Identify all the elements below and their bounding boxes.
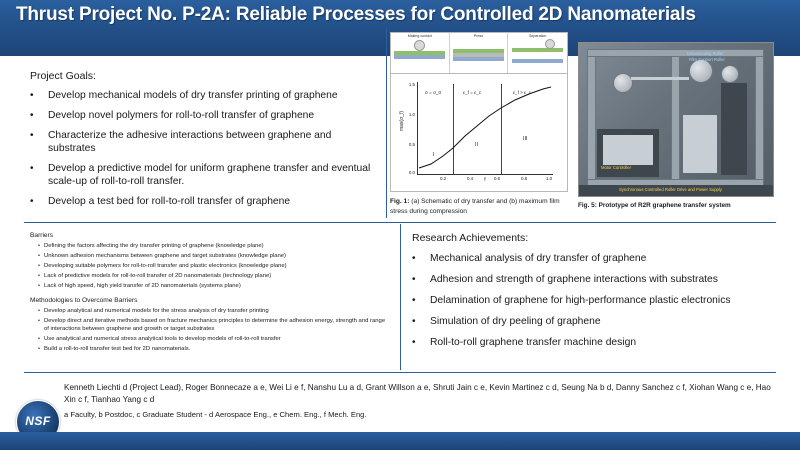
plot-region-label: II [475, 142, 479, 148]
project-goals-section [30, 70, 380, 215]
barriers-section [30, 232, 390, 355]
list-item [412, 273, 782, 286]
list-item [30, 109, 380, 122]
plot-curve [391, 74, 569, 192]
research-achievements-section [412, 232, 782, 357]
achievement-text: Simulation of dry peeling of graphene [430, 316, 601, 327]
plot-equation: ε_f > ε_c [513, 90, 532, 95]
goal-text: Develop mechanical models of dry transfer printing of graphene [48, 90, 338, 101]
plot-y-tick: 0.5 [408, 142, 415, 147]
list-item [30, 317, 390, 333]
figure-5 [578, 42, 774, 210]
list-item [412, 336, 782, 349]
plot-x-tick: 0.4 [466, 176, 474, 181]
figure-1-caption [390, 197, 568, 217]
plot-y-tick: 1.5 [408, 82, 415, 87]
figure-5-caption: Fig. 5: Prototype of R2R graphene transfer system [578, 202, 731, 209]
achievement-text: Adhesion and strength of graphene interactions with substrates [430, 274, 718, 285]
project-goals-heading: Project Goals: [30, 70, 96, 82]
plot-x-tick: 0.8 [520, 176, 528, 181]
schematic-panel-2-title: Press [473, 34, 484, 38]
nsf-logo-text: NSF [25, 414, 51, 428]
bullet-icon: • [38, 283, 40, 289]
methodology-text: Use analytical and numerical stress analytical tools to develop models of roll-to-roll transfer [44, 336, 281, 342]
schematic-panel-1-title: Making contact [407, 34, 432, 38]
figure-1-schematic-strip [390, 32, 568, 74]
list-item [30, 272, 390, 280]
figure-1-caption-label: Fig. 1: [390, 198, 410, 205]
bullet-icon: • [30, 90, 34, 101]
bottom-banner [0, 432, 800, 450]
divider-horizontal-top [24, 222, 776, 223]
goal-text: Characterize the adhesive interactions between graphene and substrates [48, 130, 332, 154]
bullet-icon: • [412, 295, 416, 306]
schematic-panel-1 [391, 33, 450, 73]
plot-x-tick: 0.6 [493, 176, 501, 181]
bullet-icon: • [30, 196, 34, 207]
list-item [30, 129, 380, 155]
bullet-icon: • [38, 336, 40, 342]
figure-1 [390, 32, 568, 217]
plot-equation: σ = σ_0 [425, 90, 442, 95]
schematic-panel-3 [508, 33, 567, 73]
list-item [30, 282, 390, 290]
list-item [30, 195, 380, 208]
plot-y-label: max(σ_f) [399, 110, 405, 132]
photo-label-film-support-roller: Film Support Roller [689, 57, 725, 62]
photo-label-motor-controller: Motor Controller [601, 165, 632, 170]
list-item [30, 242, 390, 250]
plot-x-label: f [484, 177, 486, 183]
list-item [30, 162, 380, 188]
list-item [412, 252, 782, 265]
goal-text: Develop a test bed for roll-to-roll transfer of graphene [48, 196, 291, 207]
photo-label-roller-drive: Synchronous Controlled Roller Drive and Power Supply [619, 187, 722, 192]
bullet-icon: • [412, 274, 416, 285]
methodologies-heading: Methodologies to Overcome Barriers [30, 297, 138, 304]
schematic-panel-2 [450, 33, 509, 73]
bullet-icon: • [38, 253, 40, 259]
list-item [30, 335, 390, 343]
plot-equation: ε_f = ε_c [463, 90, 482, 95]
figure-1-caption-text: (a) Schematic of dry transfer and (b) maximum film stress during compression [390, 198, 560, 215]
bullet-icon: • [30, 130, 34, 141]
list-item [412, 315, 782, 328]
achievement-text: Mechanical analysis of dry transfer of graphene [430, 253, 647, 264]
list-item [30, 262, 390, 270]
methodology-text: Develop direct and iterative methods based on fracture mechanics principles to determine the adhesion energy, strength and range of interactions between graphene and growth or target substrates [44, 318, 386, 332]
schematic-panel-3-title: Separation [528, 34, 547, 38]
divider-vertical-top [386, 28, 387, 218]
bullet-icon: • [38, 273, 40, 279]
list-item [30, 89, 380, 102]
bullet-icon: • [30, 110, 34, 121]
plot-region-label: III [523, 136, 528, 142]
bullet-icon: • [412, 253, 416, 264]
author-names: Kenneth Liechti d (Project Lead), Roger Bonnecaze a e, Wei Li e f, Nanshu Lu a d, Grant Willson a e, Shruti Jain c e, Kevin Martinez c d, Seung Na b d, Danny Sanchez c f, Xiohan Wang c e, Hao Xin c f, Tianhao Yang c d [64, 383, 771, 404]
plot-x-tick: 0.2 [439, 176, 447, 181]
bullet-icon: • [38, 308, 40, 314]
barrier-text: Developing suitable polymers for roll-to-roll transfer and plastic electronics (knowledge plane) [44, 263, 287, 269]
barrier-text: Lack of predictive models for roll-to-roll transfer of 2D nanomaterials (technology plane) [44, 273, 272, 279]
methodology-text: Develop analytical and numerical models for the stress analysis of dry transfer printing [44, 308, 269, 314]
barrier-text: Lack of high speed, high yield transfer of 2D nanomaterials (systems plane) [44, 283, 241, 289]
barrier-text: Defining the factors affecting the dry transfer printing of graphene (knowledge plane) [44, 243, 264, 249]
plot-region-label: I [433, 152, 435, 158]
bullet-icon: • [412, 337, 416, 348]
list-item [30, 307, 390, 315]
plot-x-tick: 1.0 [545, 176, 553, 181]
figure-1-plot [390, 74, 568, 192]
plot-y-tick: 1.0 [408, 112, 415, 117]
goal-text: Develop a predictive model for uniform graphene transfer and eventual scale-up of roll-to-roll transfer. [48, 163, 371, 187]
bullet-icon: • [38, 263, 40, 269]
achievement-text: Delamination of graphene for high-performance plastic electronics [430, 295, 731, 306]
research-achievements-heading: Research Achievements: [412, 232, 529, 244]
divider-vertical [400, 224, 401, 370]
achievement-text: Roll-to-roll graphene transfer machine design [430, 337, 637, 348]
bullet-icon: • [38, 243, 40, 249]
divider-horizontal-bottom [24, 372, 776, 373]
list-item [30, 345, 390, 353]
author-list [64, 382, 776, 421]
author-legend: a Faculty, b Postdoc, c Graduate Student - d Aerospace Eng., e Chem. Eng., f Mech. Eng. [64, 410, 367, 419]
plot-y-tick: 0.0 [408, 170, 415, 175]
bullet-icon: • [412, 316, 416, 327]
barrier-text: Unknown adhesion mechanisms between graphene and target substrates (knowledge plane) [44, 253, 286, 259]
r2r-prototype-photo [578, 42, 774, 197]
bullet-icon: • [38, 346, 40, 352]
barriers-heading: Barriers [30, 232, 54, 239]
bullet-icon: • [30, 163, 34, 174]
list-item [412, 294, 782, 307]
goal-text: Develop novel polymers for roll-to-roll transfer of graphene [48, 110, 315, 121]
bullet-icon: • [38, 318, 40, 324]
photo-label-delaminating-roller: Delaminating Roller [687, 51, 724, 56]
page-title: Thrust Project No. P-2A: Reliable Processes for Controlled 2D Nanomaterials [16, 4, 696, 25]
list-item [30, 252, 390, 260]
methodology-text: Build a roll-to-roll transfer test bed for 2D nanomaterials. [44, 346, 191, 352]
